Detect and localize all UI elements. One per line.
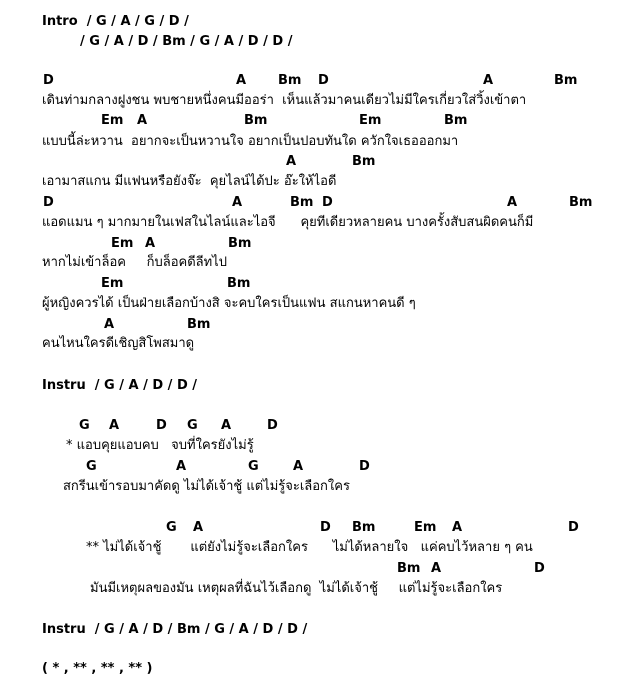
chord: A bbox=[293, 459, 304, 474]
lyric-line: แบบนี้ล่ะหวาน อยากจะเป็นหวานใจ อยากเป็นปอบทันใด ควักใจเธอออกมา bbox=[42, 134, 459, 149]
chord: Bm bbox=[352, 520, 376, 535]
chord: A bbox=[137, 113, 148, 128]
chord: D bbox=[156, 418, 167, 433]
chord: D bbox=[318, 73, 329, 88]
chord: Bm bbox=[397, 561, 421, 576]
chord: Em bbox=[101, 113, 124, 128]
lyric-line: * แอบคุยแอบคบ จบที่ใครยังไม่รู้ bbox=[66, 438, 254, 453]
chord: A bbox=[483, 73, 494, 88]
lyric-line: ผู้หญิงควรได้ เป็นฝ่ายเลือกบ้างสิ จะคบใครเป็นแฟน สแกนหาคนดี ๆ bbox=[42, 296, 416, 311]
chord: A bbox=[176, 459, 187, 474]
chord: A bbox=[452, 520, 463, 535]
lyric-line: หากไม่เข้าล็อค ก็บล็อคดีลีทไป bbox=[42, 255, 227, 270]
chord: A bbox=[431, 561, 442, 576]
chord: Bm bbox=[290, 195, 314, 210]
instru-line: Instru / G / A / D / Bm / G / A / D / D / bbox=[42, 622, 308, 637]
chord: D bbox=[322, 195, 333, 210]
lyric-line: แอดแมน ๆ มากมายในเฟสในไลน์และไอจี คุยทีเดียวหลายคน บางครั้งสับสนผิดคนก็มี bbox=[42, 215, 534, 230]
chord: D bbox=[43, 195, 54, 210]
chord: A bbox=[232, 195, 243, 210]
chord: D bbox=[534, 561, 545, 576]
chord: A bbox=[109, 418, 120, 433]
chord: A bbox=[145, 236, 156, 251]
chord: A bbox=[236, 73, 247, 88]
lyric-line: เดินท่ามกลางฝูงชน พบชายหนึ่งคนมีออร่า เห็นแล้วมาคนเดียวไม่มีใครเกี่ยวใส่วิ้งเข้าตา bbox=[42, 93, 527, 108]
chord: G bbox=[79, 418, 90, 433]
lyric-line: มันมีเหตุผลของมัน เหตุผลที่ฉันไว้เลือกดู ไม่ได้เจ้าชู้ แต่ไม่รู้จะเลือกใคร bbox=[90, 581, 503, 596]
chord: Em bbox=[111, 236, 134, 251]
chord: Em bbox=[101, 276, 124, 291]
chord: Bm bbox=[554, 73, 578, 88]
lyric-line: คนไหนใครดีเชิญสิโพสมาดู bbox=[42, 336, 195, 351]
chord: D bbox=[320, 520, 331, 535]
chord: D bbox=[359, 459, 370, 474]
chord: G bbox=[248, 459, 259, 474]
intro-line-2: / G / A / D / Bm / G / A / D / D / bbox=[80, 34, 293, 49]
chord: A bbox=[286, 154, 297, 169]
chord: Bm bbox=[278, 73, 302, 88]
chord: Em bbox=[359, 113, 382, 128]
chord: Bm bbox=[227, 276, 251, 291]
chord: G bbox=[86, 459, 97, 474]
chord: Bm bbox=[352, 154, 376, 169]
chord: Bm bbox=[228, 236, 252, 251]
chord: A bbox=[507, 195, 518, 210]
instru-line: Instru / G / A / D / D / bbox=[42, 378, 198, 393]
chord: Bm bbox=[569, 195, 593, 210]
lyric-line: ** ไม่ได้เจ้าชู้ แต่ยังไม่รู้จะเลือกใคร ไม่ได้หลายใจ แค่คบไว้หลาย ๆ คน bbox=[86, 540, 533, 555]
chord: Bm bbox=[444, 113, 468, 128]
intro-line-1: Intro / G / A / G / D / bbox=[42, 14, 189, 29]
lyric-line: สกรีนเข้ารอบมาคัดดู ไม่ได้เจ้าชู้ แต่ไม่รู้จะเลือกใคร bbox=[63, 479, 350, 494]
chord: A bbox=[104, 317, 115, 332]
chord: Em bbox=[414, 520, 437, 535]
chord: A bbox=[193, 520, 204, 535]
chord: G bbox=[166, 520, 177, 535]
chord: A bbox=[221, 418, 232, 433]
chord: Bm bbox=[187, 317, 211, 332]
chord: D bbox=[267, 418, 278, 433]
song-form: ( * , ** , ** , ** ) bbox=[42, 661, 153, 676]
chord: D bbox=[43, 73, 54, 88]
chord: Bm bbox=[244, 113, 268, 128]
chord: D bbox=[568, 520, 579, 535]
chord: G bbox=[187, 418, 198, 433]
lyric-line: เอามาสแกน มีแฟนหรือยังจ๊ะ คุยไลน์ได้ปะ อ๊ะให้ไอดี bbox=[42, 174, 337, 189]
